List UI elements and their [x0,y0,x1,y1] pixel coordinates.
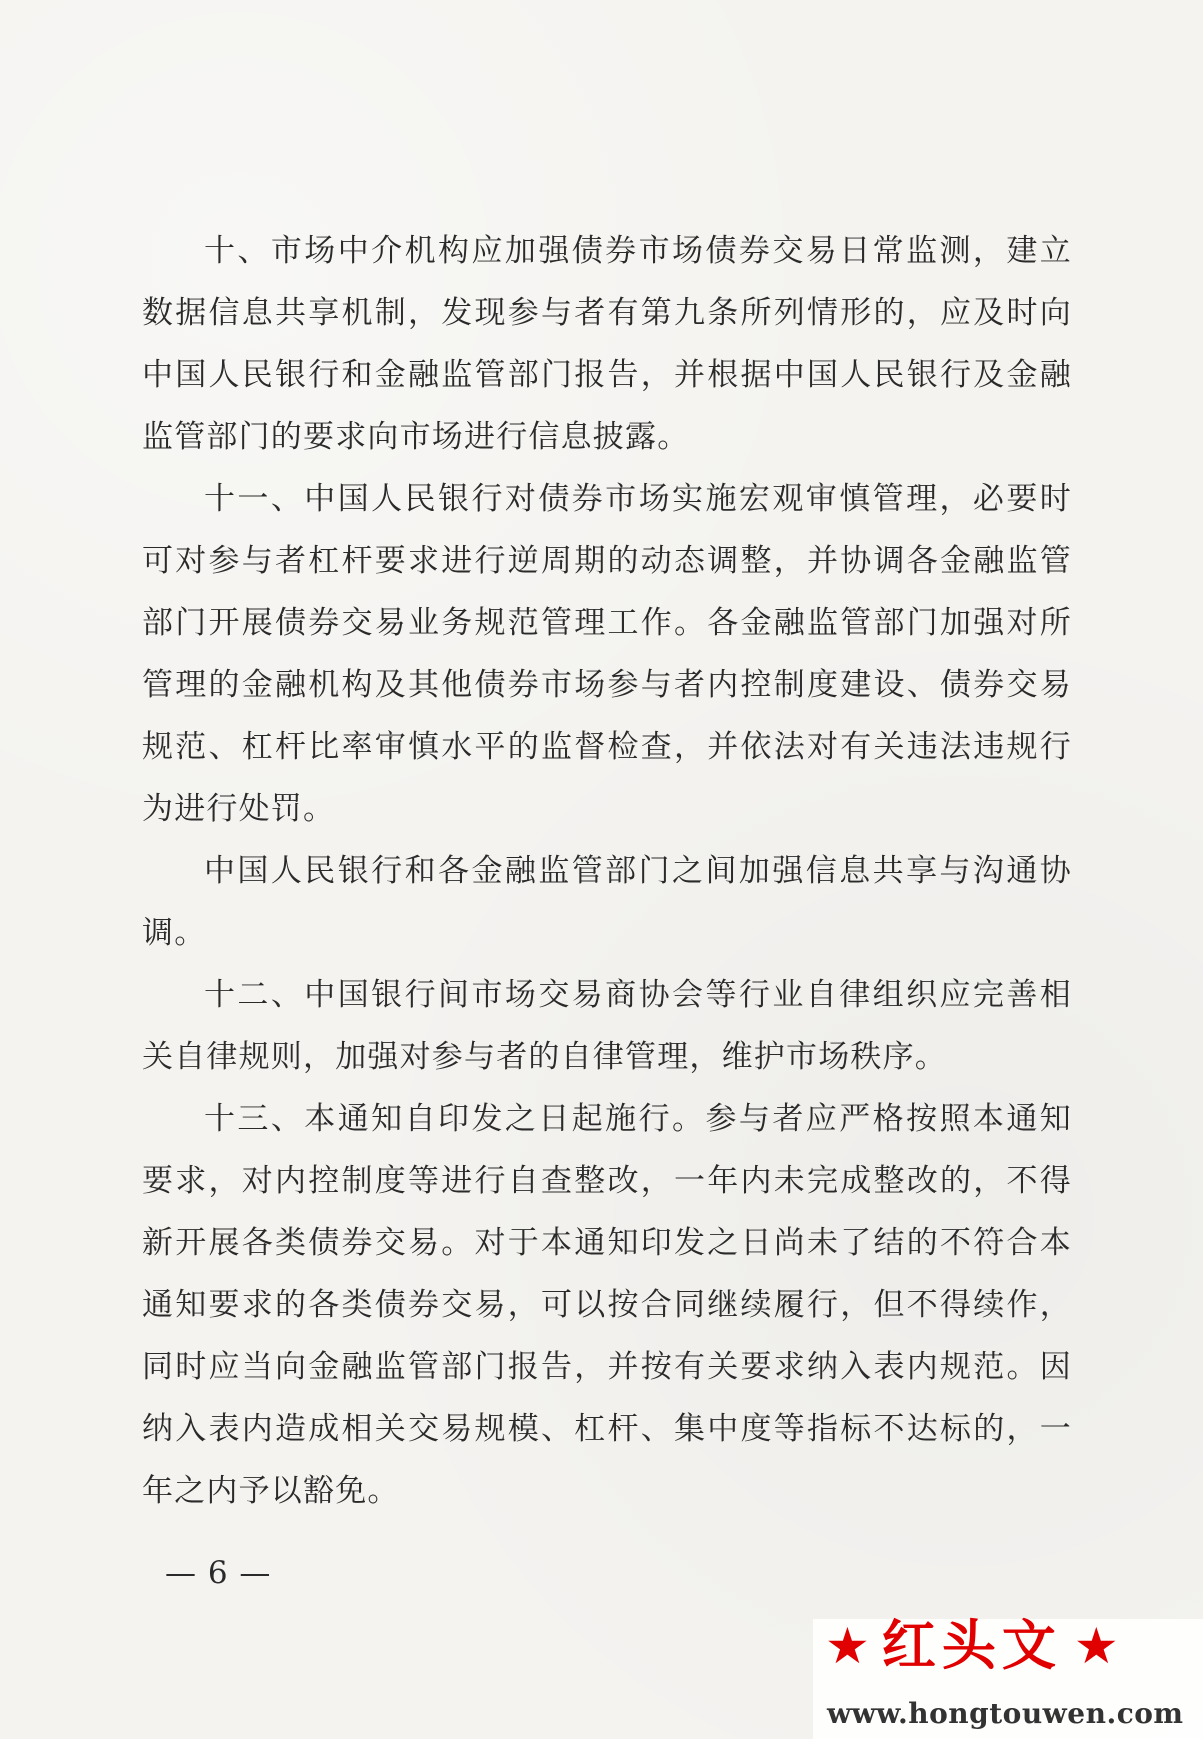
paragraph-10: 十、市场中介机构应加强债券市场债券交易日常监测，建立数据信息共享机制，发现参与者有第九条所列情形的，应及时向中国人民银行和金融监管部门报告，并根据中国人民银行及金融监管部门的要求向市场进行信息披露。 [142,233,1072,455]
paragraph-coordination: 中国人民银行和各金融监管部门之间加强信息共享与沟通协调。 [142,853,1072,951]
paragraph-11: 十一、中国人民银行对债券市场实施宏观审慎管理，必要时可对参与者杠杆要求进行逆周期的动态调整，并协调各金融监管部门开展债券交易业务规范管理工作。各金融监管部门加强对所管理的金融机构及其他债券市场参与者内控制度建设、债券交易规范、杠杆比率审慎水平的监督检查，并依法对有关违法违规行为进行处罚。 [142,481,1072,827]
paragraph-12: 十二、中国银行间市场交易商协会等行业自律组织应完善相关自律规则，加强对参与者的自律管理，维护市场秩序。 [142,977,1072,1075]
watermark-header [825,1614,1119,1677]
watermark-text: 红头文 [881,1614,1062,1677]
document-body [142,220,1072,1522]
paragraph-13: 十三、本通知自印发之日起施行。参与者应严格按照本通知要求，对内控制度等进行自查整改，一年内未完成整改的，不得新开展各类债券交易。对于本通知印发之日尚未了结的不符合本通知要求的各类债券交易，可以按合同继续履行，但不得续作，同时应当向金融监管部门报告，并按有关要求纳入表内规范。因纳入表内造成相关交易规模、杠杆、集中度等指标不达标的，一年之内予以豁免。 [142,1101,1072,1509]
page-number: — 6 — [165,1555,272,1591]
watermark-url: www.hongtouwen.com [827,1697,1184,1730]
red-star-icon: ★ [1073,1617,1119,1675]
red-star-icon: ★ [825,1617,870,1675]
watermark [813,1614,1203,1739]
